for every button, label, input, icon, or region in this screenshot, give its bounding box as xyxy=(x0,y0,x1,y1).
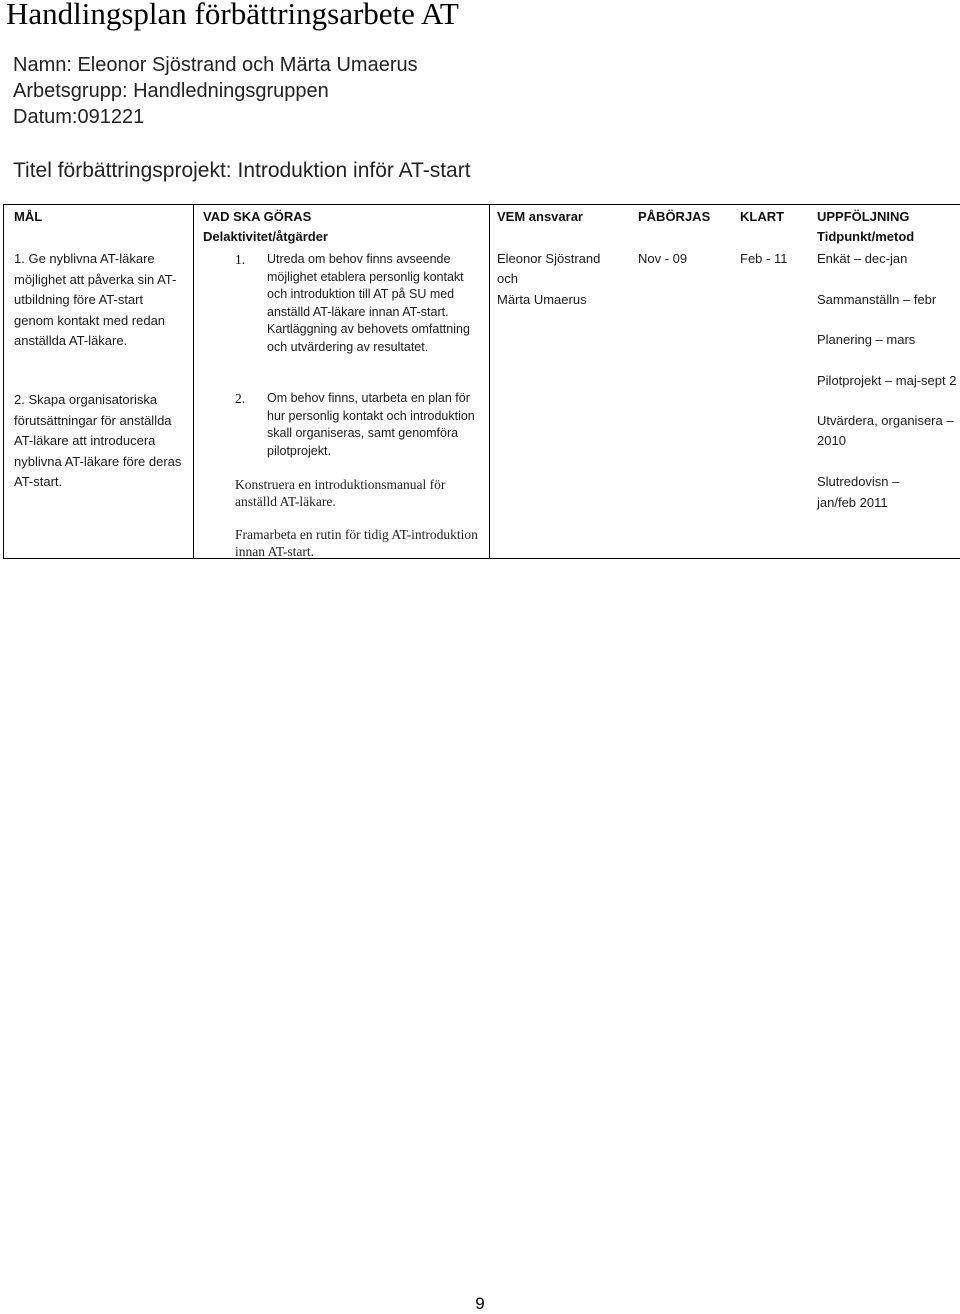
header-followup: UPPFÖLJNING xyxy=(817,209,910,224)
document-title: Handlingsplan förbättringsarbete AT xyxy=(6,0,459,31)
header-action: VAD SKA GÖRAS xyxy=(203,209,312,224)
document-date: Datum:091221 xyxy=(13,106,145,128)
followup-item: Slutredovisn – xyxy=(817,474,900,489)
goal-2: 2. Skapa organisatoriska förutsättningar för anställda AT-läkare att introducera nyblivna AT-läkare före deras AT-start. xyxy=(14,392,182,489)
followup-item: jan/feb 2011 xyxy=(817,495,888,510)
header-followup-sub: Tidpunkt/metod xyxy=(817,229,915,244)
column-divider xyxy=(193,205,194,558)
followup-item: Enkät – dec-jan xyxy=(817,251,908,266)
followup-item: Planering – mars xyxy=(817,332,916,347)
action-1 xyxy=(235,251,479,356)
author-names: Namn: Eleonor Sjöstrand och Märta Umaerus xyxy=(13,54,418,76)
followup-item: Utvärdera, organisera – xyxy=(817,413,954,428)
extra-action-manual: Konstruera en introduktionsmanual för anställd AT-läkare. xyxy=(235,477,446,509)
followup-item: Pilotprojekt – maj-sept 2 xyxy=(817,373,957,388)
header-responsible: VEM ansvarar xyxy=(497,209,583,224)
action-2-number: 2. xyxy=(235,391,246,406)
responsible-line: och xyxy=(497,271,518,286)
responsible-line: Märta Umaerus xyxy=(497,292,587,307)
action-2 xyxy=(235,390,479,460)
followup-item: 2010 xyxy=(817,433,846,448)
followup-item: Sammanställn – febr xyxy=(817,292,937,307)
action-plan-table xyxy=(3,204,960,559)
action-1-text: Utreda om behov finns avseende möjlighet etablera personlig kontakt och introduktion till AT på SU med anställd AT-läkare innan AT-start. Kartläggning av behovets omfattning och utvärdering av resultatet. xyxy=(267,252,470,354)
header-goal: MÅL xyxy=(14,209,43,224)
column-divider xyxy=(489,205,490,558)
responsible-line: Eleonor Sjöstrand xyxy=(497,251,601,266)
page-number: 9 xyxy=(475,1294,485,1313)
goal-1: 1. Ge nyblivna AT-läkare möjlighet att påverka sin AT-utbildning före AT-start genom kontakt med redan anställda AT-läkare. xyxy=(14,251,177,348)
header-start: PÅBÖRJAS xyxy=(638,209,711,224)
header-action-sub: Delaktivitet/åtgärder xyxy=(203,229,328,244)
header-done: KLART xyxy=(740,209,785,224)
extra-action-routine: Framarbeta en rutin för tidig AT-introduktion innan AT-start. xyxy=(235,527,478,559)
action-2-text: Om behov finns, utarbeta en plan för hur personlig kontakt och introduktion skall organiseras, samt genomföra pilotprojekt. xyxy=(267,391,475,458)
done-date: Feb - 11 xyxy=(740,251,788,266)
start-date: Nov - 09 xyxy=(638,251,688,266)
work-group: Arbetsgrupp: Handledningsgruppen xyxy=(13,80,329,102)
action-1-number: 1. xyxy=(235,252,246,267)
project-title: Titel förbättringsprojekt: Introduktion inför AT-start xyxy=(13,159,471,182)
